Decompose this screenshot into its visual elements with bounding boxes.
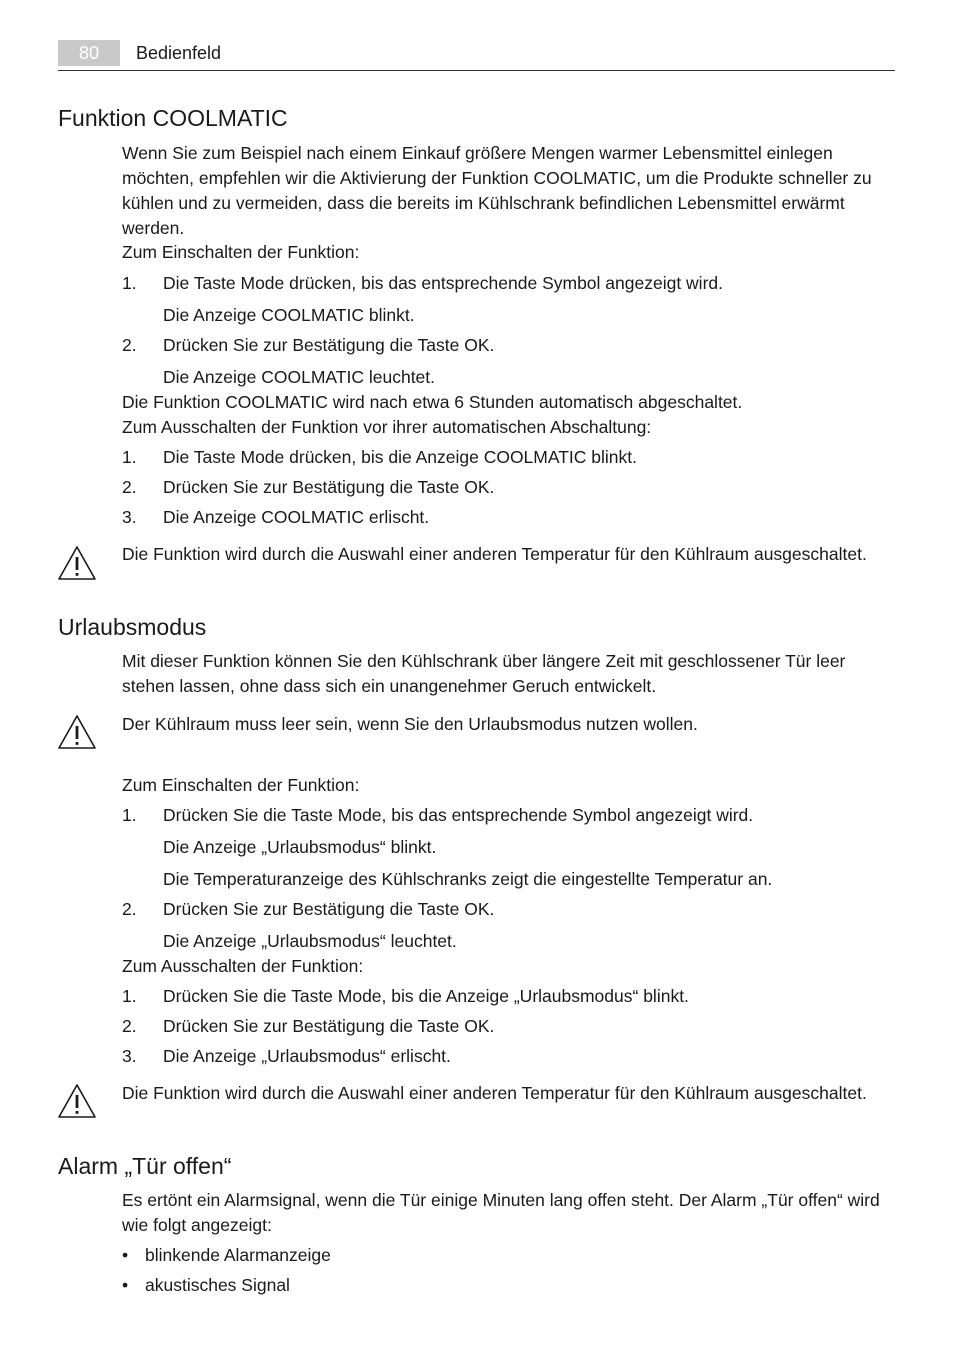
coolmatic-off-label: Zum Ausschalten der Funktion vor ihrer automatischen Abschaltung:	[122, 417, 652, 437]
page-header	[58, 40, 895, 70]
heading-alarm: Alarm „Tür offen“	[58, 1153, 232, 1179]
bullet-icon: •	[122, 1275, 129, 1295]
urlaub-off-label: Zum Ausschalten der Funktion:	[122, 956, 364, 976]
heading-urlaubsmodus: Urlaubsmodus	[58, 614, 207, 640]
header-rule	[58, 70, 895, 71]
coolmatic-warning: Die Funktion wird durch die Auswahl einer anderen Temperatur für den Kühlraum ausgeschaltet.	[122, 544, 867, 564]
warning-triangle-icon	[57, 714, 97, 750]
step-result: Die Anzeige COOLMATIC blinkt.	[163, 305, 415, 325]
urlaub-intro: Mit dieser Funktion können Sie den Kühlschrank über längere Zeit mit geschlossener Tür leer stehen lassen, ohne dass sich ein unangenehmer Geruch entwickelt.	[122, 651, 846, 696]
heading-coolmatic: Funktion COOLMATIC	[58, 105, 288, 131]
urlaub-warning-temp: Die Funktion wird durch die Auswahl einer anderen Temperatur für den Kühlraum ausgeschaltet.	[122, 1083, 867, 1103]
warning-triangle-icon	[57, 545, 97, 581]
page-number: 80	[58, 40, 120, 66]
coolmatic-auto-off: Die Funktion COOLMATIC wird nach etwa 6 Stunden automatisch abgeschaltet.	[122, 392, 743, 412]
step-result: Die Anzeige COOLMATIC leuchtet.	[163, 367, 436, 387]
coolmatic-intro: Wenn Sie zum Beispiel nach einem Einkauf größere Mengen warmer Lebensmittel einlegen möchten, empfehlen wir die Aktivierung der Funktion COOLMATIC, um die Produkte schneller zu kühlen und zu vermeiden, dass die bereits im Kühlschrank befindlichen Lebensmittel erwärmt werden.	[122, 143, 872, 238]
bullet-icon: •	[122, 1245, 129, 1265]
urlaub-warning-empty: Der Kühlraum muss leer sein, wenn Sie den Urlaubsmodus nutzen wollen.	[122, 714, 698, 734]
alarm-intro: Es ertönt ein Alarmsignal, wenn die Tür einige Minuten lang offen steht. Der Alarm „Tür offen“ wird wie folgt angezeigt:	[122, 1190, 880, 1235]
running-head: Bedienfeld	[136, 43, 222, 63]
step-result: Die Temperaturanzeige des Kühlschranks zeigt die eingestellte Temperatur an.	[163, 869, 773, 889]
urlaub-on-label: Zum Einschalten der Funktion:	[122, 775, 360, 795]
coolmatic-on-label: Zum Einschalten der Funktion:	[122, 242, 360, 262]
step-result: Die Anzeige „Urlaubsmodus“ leuchtet.	[163, 931, 457, 951]
step-result: Die Anzeige „Urlaubsmodus“ blinkt.	[163, 837, 437, 857]
warning-triangle-icon	[57, 1083, 97, 1119]
